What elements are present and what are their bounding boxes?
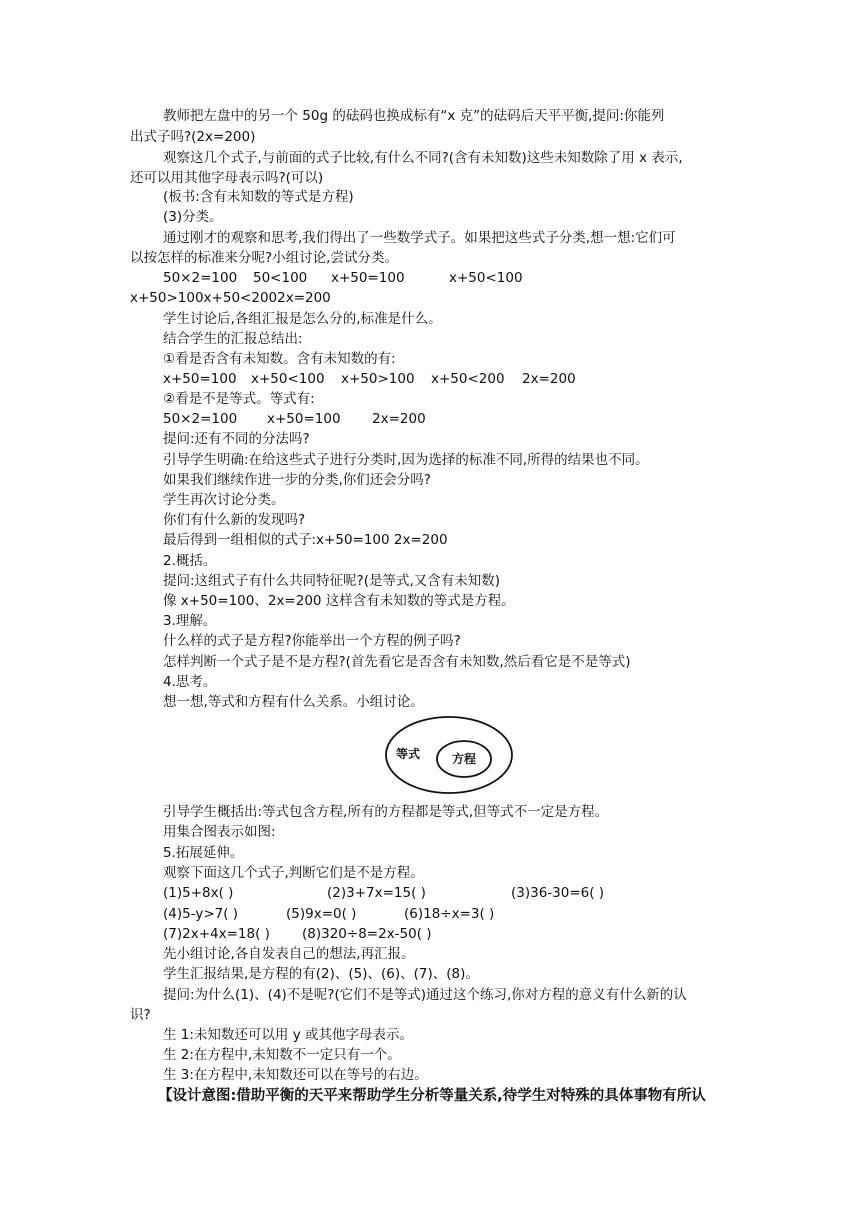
expression: x+50>100	[341, 371, 415, 387]
expression-row	[0, 369, 860, 389]
expression-row	[0, 268, 860, 288]
exercise-item: (4)5-y>7( )	[163, 906, 239, 922]
paragraph-line: 提问:这组式子有什么共同特征呢?(是等式,又含有未知数)	[163, 573, 501, 589]
paragraph-line: 什么样的式子是方程?你能举出一个方程的例子吗?	[163, 633, 461, 649]
design-intent-line: 【设计意图:借助平衡的天平来帮助学生分析等量关系,待学生对特殊的具体事物有所认	[158, 1088, 706, 1104]
expression: x+50=100	[163, 371, 237, 387]
section-heading: 5.拓展延伸。	[163, 845, 244, 861]
exercise-row	[0, 924, 860, 944]
paragraph-line: 通过刚才的观察和思考,我们得出了一些数学式子。如果把这些式子分类,想一想:它们可	[163, 230, 676, 246]
exercise-item: (1)5+8x( )	[163, 885, 234, 901]
section-heading: 2.概括。	[163, 553, 217, 569]
exercise-item: (6)18÷x=3( )	[404, 906, 495, 922]
expression: x+50=100	[331, 270, 405, 286]
exercise-item: (8)320÷8=2x-50( )	[302, 926, 432, 942]
expression: 2x=200	[522, 371, 576, 387]
paragraph-line: 用集合图表示如图:	[163, 824, 276, 840]
venn-diagram	[384, 715, 514, 795]
exercise-row	[0, 904, 860, 924]
paragraph-line: ②看是不是等式。等式有:	[163, 391, 315, 407]
paragraph-line: 结合学生的汇报总结出:	[163, 331, 303, 347]
section-heading: (3)分类。	[163, 209, 223, 225]
paragraph-line: 观察这几个式子,与前面的式子比较,有什么不同?(含有未知数)这些未知数除了用 x 表示,	[163, 150, 683, 166]
section-heading: 4.思考。	[163, 674, 217, 690]
paragraph-line: 学生汇报结果,是方程的有(2)、(5)、(6)、(7)、(8)。	[163, 966, 479, 982]
paragraph-line: ①看是否含有未知数。含有未知数的有:	[163, 351, 396, 367]
paragraph-line: 如果我们继续作进一步的分类,你们还会分吗?	[163, 472, 431, 488]
expression: x+50<200	[431, 371, 505, 387]
paragraph-line: 观察下面这几个式子,判断它们是不是方程。	[163, 865, 424, 881]
paragraph-line: 出式子吗?(2x=200)	[130, 129, 256, 145]
paragraph-line: 教师把左盘中的另一个 50g 的砝码也换成标有“x 克”的砝码后天平平衡,提问:你能列	[163, 108, 665, 124]
paragraph-line: 想一想,等式和方程有什么关系。小组讨论。	[163, 694, 424, 710]
paragraph-line: 生 1:未知数还可以用 y 或其他字母表示。	[163, 1027, 413, 1043]
paragraph-line: 生 3:在方程中,未知数还可以在等号的右边。	[163, 1067, 428, 1083]
paragraph-line: 像 x+50=100、2x=200 这样含有未知数的等式是方程。	[163, 593, 515, 609]
exercise-item: (2)3+7x=15( )	[327, 885, 426, 901]
paragraph-line: 还可以用其他字母表示吗?(可以)	[130, 170, 324, 186]
paragraph-line: 以按怎样的标准来分呢?小组讨论,尝试分类。	[130, 250, 398, 266]
paragraph-line: 怎样判断一个式子是不是方程?(首先看它是否含有未知数,然后看它是不是等式)	[163, 654, 631, 670]
venn-inner-label: 方程	[452, 752, 477, 766]
expression: 50<100	[253, 270, 308, 286]
paragraph-line: 识?	[130, 1007, 151, 1023]
exercise-item: (7)2x+4x=18( )	[163, 926, 270, 942]
paragraph-line: 最后得到一组相似的式子:x+50=100 2x=200	[163, 532, 448, 548]
expression: 2x=200	[372, 411, 426, 427]
paragraph-line: 学生再次讨论分类。	[163, 492, 285, 508]
paragraph-line: (板书:含有未知数的等式是方程)	[163, 189, 354, 205]
paragraph-line: 先小组讨论,各自发表自己的想法,再汇报。	[163, 946, 415, 962]
expression: x+50<100	[251, 371, 325, 387]
paragraph-line: 生 2:在方程中,未知数不一定只有一个。	[163, 1047, 401, 1063]
paragraph-line: 引导学生概括出:等式包含方程,所有的方程都是等式,但等式不一定是方程。	[163, 804, 609, 820]
paragraph-line: 提问:还有不同的分法吗?	[163, 431, 310, 447]
paragraph-line: 提问:为什么(1)、(4)不是呢?(它们不是等式)通过这个练习,你对方程的意义有什么新的认	[163, 987, 687, 1003]
expression: x+50<100	[449, 270, 523, 286]
expression-row	[0, 409, 860, 429]
exercise-row	[0, 883, 860, 903]
venn-outer-label: 等式	[396, 747, 421, 761]
paragraph-line: 引导学生明确:在给这些式子进行分类时,因为选择的标准不同,所得的结果也不同。	[163, 452, 649, 468]
section-heading: 3.理解。	[163, 613, 217, 629]
expression-line: x+50>100x+50<2002x=200	[130, 290, 331, 306]
expression: 50×2=100	[163, 411, 238, 427]
expression: 50×2=100	[163, 270, 238, 286]
expression: x+50=100	[267, 411, 341, 427]
exercise-item: (5)9x=0( )	[286, 906, 357, 922]
paragraph-line: 你们有什么新的发现吗?	[163, 512, 306, 528]
paragraph-line: 学生讨论后,各组汇报是怎么分的,标准是什么。	[163, 311, 442, 327]
exercise-item: (3)36-30=6( )	[511, 885, 605, 901]
